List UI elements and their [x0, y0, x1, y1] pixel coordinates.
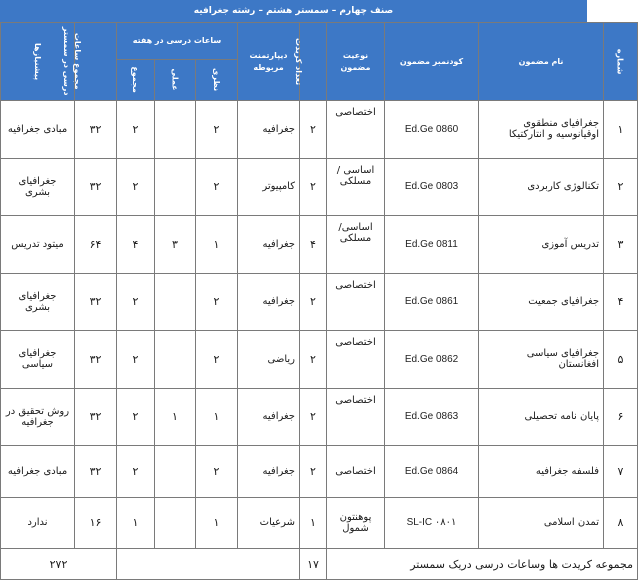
header-subject-code: کودنمبر مضمون [385, 23, 479, 101]
cell-total: ۱ [117, 497, 155, 549]
cell-theory: ۲ [196, 101, 238, 159]
cell-credits: ۴ [300, 216, 327, 274]
cell-subject-type: پوهنتون شمول [327, 497, 385, 549]
cell-prerequisite: ندارد [1, 497, 75, 549]
cell-department: جغرافیه [238, 388, 300, 446]
cell-subject-type: اختصاصی [327, 273, 385, 331]
cell-total: ۲ [117, 446, 155, 498]
cell-row-number: ۷ [604, 446, 638, 498]
header-prerequisites: پیشنیازها [1, 23, 75, 101]
cell-department: جغرافیه [238, 216, 300, 274]
cell-credits: ۲ [300, 331, 327, 389]
cell-credits: ۲ [300, 273, 327, 331]
cell-prerequisite: مبادی جغرافیه [1, 446, 75, 498]
cell-subject-code: Ed.Ge 0811 [385, 216, 479, 274]
cell-total: ۲ [117, 273, 155, 331]
cell-subject-type: اختصاصی [327, 101, 385, 159]
cell-department: شرعیات [238, 497, 300, 549]
table-row [1, 216, 638, 274]
header-subject-type: نوعیت مضمون [327, 23, 385, 101]
cell-row-number: ۸ [604, 497, 638, 549]
cell-department: کامپیوتر [238, 158, 300, 216]
cell-department: جغرافیه [238, 446, 300, 498]
cell-subject-type: اساسی/ مسلکی [327, 216, 385, 274]
cell-semester-hours: ۳۲ [75, 273, 117, 331]
table-footer-row [1, 549, 638, 580]
cell-subject-type: اختصاصی [327, 331, 385, 389]
header-practical: عملی [155, 60, 196, 101]
cell-theory: ۱ [196, 216, 238, 274]
header-department: دیپارتمنت مربوطه [238, 23, 300, 101]
curriculum-table [0, 22, 638, 580]
footer-empty [117, 549, 300, 580]
cell-prerequisite: روش تحقیق در جغرافیه [1, 388, 75, 446]
cell-subject-code: Ed.Ge 0863 [385, 388, 479, 446]
cell-practical [155, 158, 196, 216]
cell-practical [155, 497, 196, 549]
table-row [1, 158, 638, 216]
cell-subject-type: اختصاصی [327, 388, 385, 446]
cell-total: ۲ [117, 388, 155, 446]
cell-prerequisite: جغرافیای بشری [1, 158, 75, 216]
cell-subject-name: جغرافیای جمعیت [479, 273, 604, 331]
cell-semester-hours: ۱۶ [75, 497, 117, 549]
cell-subject-code: SL-IC ۰۸۰۱ [385, 497, 479, 549]
table-row [1, 497, 638, 549]
cell-total: ۲ [117, 101, 155, 159]
table-row [1, 388, 638, 446]
header-row-number: شماره [604, 23, 638, 101]
cell-subject-code: Ed.Ge 0803 [385, 158, 479, 216]
table-title: صنف چهارم – سمستر هشتم – رشته جغرافیه [0, 0, 587, 22]
cell-subject-name: تمدن اسلامی [479, 497, 604, 549]
cell-semester-hours: ۳۲ [75, 388, 117, 446]
cell-row-number: ۴ [604, 273, 638, 331]
cell-credits: ۲ [300, 158, 327, 216]
cell-total: ۲ [117, 158, 155, 216]
cell-theory: ۲ [196, 446, 238, 498]
cell-credits: ۱ [300, 497, 327, 549]
cell-practical [155, 273, 196, 331]
cell-semester-hours: ۳۲ [75, 446, 117, 498]
cell-row-number: ۵ [604, 331, 638, 389]
cell-prerequisite: جغرافیای بشری [1, 273, 75, 331]
header-theory: نظری [196, 60, 238, 101]
cell-subject-code: Ed.Ge 0864 [385, 446, 479, 498]
cell-department: جغرافیه [238, 101, 300, 159]
cell-subject-name: پایان نامه تحصیلی [479, 388, 604, 446]
table-row [1, 273, 638, 331]
cell-department: جغرافیه [238, 273, 300, 331]
cell-total: ۴ [117, 216, 155, 274]
cell-theory: ۲ [196, 158, 238, 216]
cell-theory: ۱ [196, 388, 238, 446]
cell-practical: ۱ [155, 388, 196, 446]
header-weekly-hours: ساعات درسی در هفته [117, 23, 238, 60]
cell-theory: ۲ [196, 273, 238, 331]
cell-subject-code: Ed.Ge 0862 [385, 331, 479, 389]
footer-label: مجموعه کریدت ها وساعات درسی دریک سمستر [327, 549, 638, 580]
footer-credits-total: ۱۷ [300, 549, 327, 580]
cell-subject-code: Ed.Ge 0861 [385, 273, 479, 331]
cell-prerequisite: میتود تدریس [1, 216, 75, 274]
cell-practical: ۳ [155, 216, 196, 274]
cell-semester-hours: ۳۲ [75, 331, 117, 389]
cell-prerequisite: مبادی جغرافیه [1, 101, 75, 159]
cell-department: ریاضی [238, 331, 300, 389]
header-row-1 [1, 23, 638, 60]
cell-subject-name: تدریس آموزی [479, 216, 604, 274]
cell-subject-type: اختصاصی [327, 446, 385, 498]
cell-practical [155, 446, 196, 498]
cell-theory: ۲ [196, 331, 238, 389]
cell-subject-type: اساسی / مسلکی [327, 158, 385, 216]
cell-prerequisite: جغرافیای سیاسی [1, 331, 75, 389]
header-subject-name: نام مضمون [479, 23, 604, 101]
cell-row-number: ۱ [604, 101, 638, 159]
header-semester-total-hours: مجموع ساعات درسی در سمستر [75, 23, 117, 101]
cell-row-number: ۳ [604, 216, 638, 274]
cell-semester-hours: ۳۲ [75, 158, 117, 216]
cell-theory: ۱ [196, 497, 238, 549]
cell-subject-name: فلسفه جغرافیه [479, 446, 604, 498]
cell-practical [155, 331, 196, 389]
cell-subject-name: جغرافیای سیاسی افغانستان [479, 331, 604, 389]
cell-row-number: ۶ [604, 388, 638, 446]
cell-row-number: ۲ [604, 158, 638, 216]
header-total: مجموع [117, 60, 155, 101]
table-row [1, 331, 638, 389]
cell-credits: ۲ [300, 388, 327, 446]
header-credits: تعداد کریدت [300, 23, 327, 101]
cell-practical [155, 101, 196, 159]
footer-hours-total: ۲۷۲ [1, 549, 117, 580]
cell-subject-name: جغرافیای منطقوی اوقیانوسیه و انتارکتیکا [479, 101, 604, 159]
cell-credits: ۲ [300, 446, 327, 498]
table-row [1, 101, 638, 159]
cell-subject-name: تکنالوژی کاربردی [479, 158, 604, 216]
table-row [1, 446, 638, 498]
cell-semester-hours: ۶۴ [75, 216, 117, 274]
cell-total: ۲ [117, 331, 155, 389]
cell-semester-hours: ۳۲ [75, 101, 117, 159]
cell-subject-code: Ed.Ge 0860 [385, 101, 479, 159]
cell-credits: ۲ [300, 101, 327, 159]
